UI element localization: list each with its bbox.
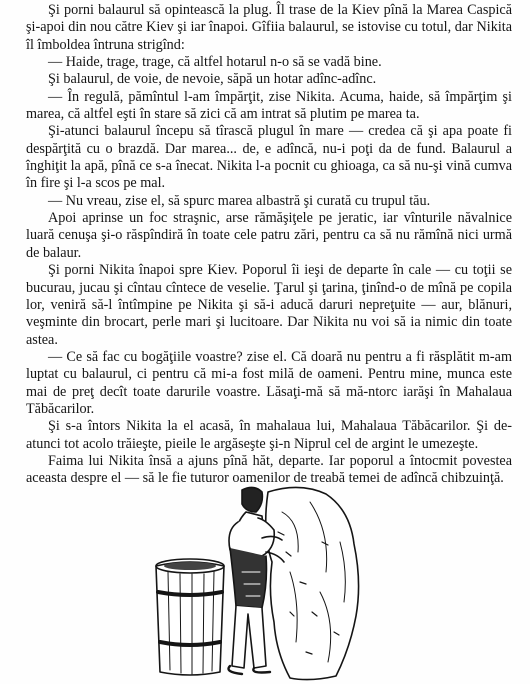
paragraph: — Ce să fac cu bogăţiile voastre? zise el. Că doară nu pentru a fi răsplătit m-am luptat cu balaurul, ci pentru că mi-a fost milă de oameni. Pentru mine, munca este mai de preţ decît toate darurile voastre. Lăsaţi-mă să mă-ntorc iarăşi în Mahalaua Tăbăcarilor. xyxy=(26,348,512,417)
story-text xyxy=(26,2,512,488)
paragraph: — Haide, trage, trage, că altfel hotarul n-o să se vadă bine. xyxy=(48,54,382,71)
paragraph: — Nu vreau, zise el, să spurc marea albastră şi curată cu trupul tău. xyxy=(48,192,431,209)
paragraph: — În regulă, pămîntul l-am împărţit, zise Nikita. Acuma, haide, să împărţim şi marea, că altfel eşti în stare să zici că am intrat să plutim pe marea ta. xyxy=(26,88,512,123)
paragraph: Şi s-a întors Nikita la el acasă, în mahalaua lui, Mahalaua Tăbăcarilor. Şi de-atunci tot acolo trăieşte, pieile le argăseşte şi-n Niprul cel de argint le umezeşte. xyxy=(26,418,512,452)
barrel xyxy=(156,559,224,675)
paragraph: Şi balaurul, de voie, de nevoie, săpă un hotar adînc-adînc. xyxy=(48,71,377,88)
paragraph: Faima lui Nikita însă a ajuns pînă hăt, departe. Iar poporul a întocmit povestea aceasta despre el — să le fie tuturor oamenilor de treabă temei de adîncă chibzuinţă. xyxy=(26,452,512,487)
paragraph: Apoi aprinse un foc straşnic, arse rămăşiţele pe jeratic, iar vînturile năvalnice luară cenuşa şi-o răspîndiră în toate cele patru zări, pentru ca să nu rămînă nici urmă de balaur. xyxy=(26,210,512,261)
tanner-illustration xyxy=(150,482,380,682)
paragraph: Şi porni Nikita înapoi spre Kiev. Poporul îi ieşi de departe în cale — cu toţii se bucurau, jucau şi cîntau cîntece de veselie. Ţarul şi ţarina, ţinînd-o de mînă pe copila lor, veniră să-l întîmpine pe Nikita şi să-i aducă daruri nepreţuite — aur, blănuri, veşminte din brocart, perle mari şi lucitoare. Dar Nikita nu voi să ia nimic din toate astea. xyxy=(26,262,512,348)
animal-hide xyxy=(266,487,359,679)
paragraph: Şi-atunci balaurul începu să tîrască plugul în mare — credea că şi apa poate fi despărţită cu o brazdă. Dar marea... de, e adîncă, nu-i poţi da de fund. Balaurul a înghiţit la apă, pînă ce s-a înecat. Nikita l-a pocnit cu ghioaga, ca să nu-şi vină cumva în fire şi l-a scos pe mal. xyxy=(26,123,512,192)
paragraph: Şi porni balaurul să opintească la plug. Îl trase de la Kiev pînă la Marea Caspică şi-apoi din nou către Kiev şi iar înapoi. Gîfiia balaurul, se istovise cu totul, dar Nikita îl îmboldea întruna strigînd: xyxy=(26,2,512,53)
